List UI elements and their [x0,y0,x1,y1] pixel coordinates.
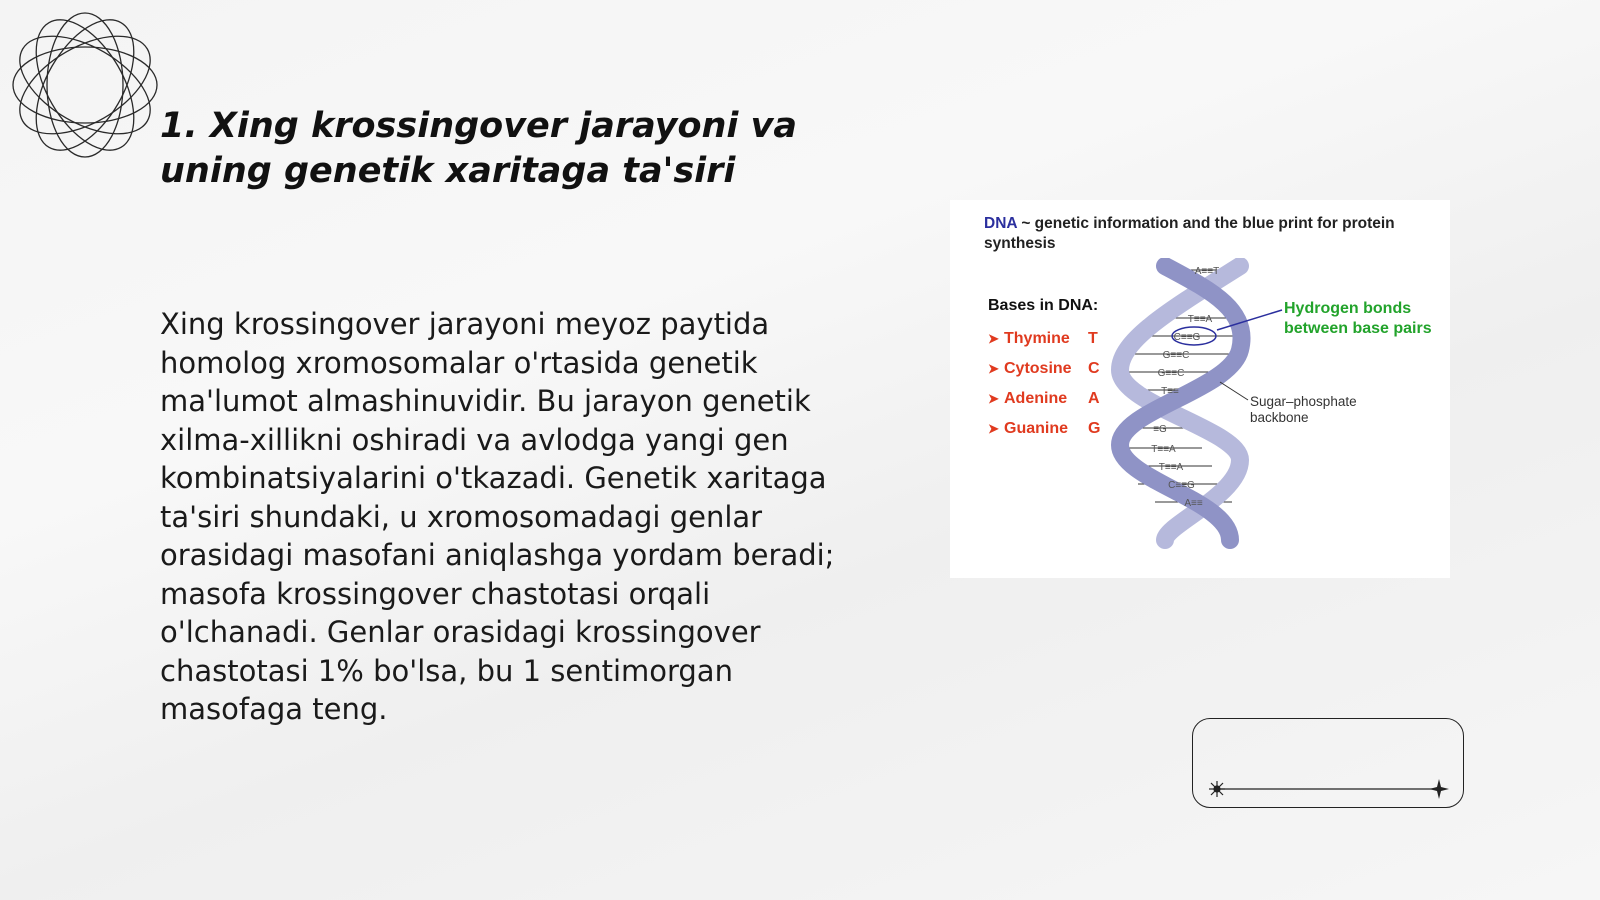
base-pair-label: T≡≡ [1161,386,1179,397]
figure-caption [984,214,1424,254]
base-pair-label: T≡≡A [1151,444,1176,455]
base-name: Guanine [1004,420,1069,437]
backbone-label: Sugar–phosphate backbone [1250,394,1357,425]
base-name: Cytosine [1004,360,1072,377]
bases-heading: Bases in DNA: [988,297,1099,314]
list-item [988,414,1100,444]
caption-text: ~ genetic information and the blue print for protein synthesis [984,215,1395,252]
base-pair-label: A≡≡ [1184,498,1203,509]
base-pair-label: C≡≡G [1168,480,1195,491]
slide-title: 1. Xing krossingover jarayoni va uning genetik xaritaga ta'siri [160,106,798,191]
timeline-widget [1192,718,1464,808]
base-pair-label: G≡≡C [1162,350,1190,361]
slide-body-text: Xing krossingover jarayoni meyoz paytida homolog xromosomalar o'rtasida genetik ma'lumot almashinuvidir. Bu jarayon genetik xilma-xillikni oshiradi va avlodga yangi gen kombinatsiyalarini o'tkazadi. Genetik xaritaga ta'siri shundaki, u xromosomadagi genlar orasidagi masofani aniqlashga yordam beradi; masofa krossingover chastotasi orqali o'lchanadi. Genlar orasidagi krossingover chastotasi 1% bo'lsa, bu 1 sentimorgan masofaga teng. [160,307,835,726]
arrow-bullet-icon: ➤ [988,391,999,406]
arrow-bullet-icon: ➤ [988,421,999,436]
arrow-bullet-icon: ➤ [988,331,999,346]
base-letter: C [1088,360,1100,377]
base-pair-label: T≡≡A [1158,462,1184,473]
base-pair-label: C≡≡G [1173,332,1201,343]
sun-burst-icon [1209,781,1225,797]
arrow-bullet-icon: ➤ [988,361,999,376]
base-letter: G [1088,420,1101,437]
base-letter: A [1088,390,1100,407]
base-pair-label: A≡≡T [1194,266,1220,277]
decorative-rings-icon [10,10,160,160]
base-pair-label: G≡≡C [1157,368,1185,379]
base-pair-label: T≡≡A [1187,314,1213,325]
base-letter: T [1088,330,1098,347]
dna-figure [950,200,1450,578]
list-item [988,324,1100,354]
sparkle-star-icon [1429,779,1449,799]
hydrogen-bonds-label: Hydrogen bonds between base pairs [1284,300,1432,337]
base-name: Thymine [1004,330,1070,347]
timeline-line [1193,719,1465,809]
base-pair-label: ≡G [1153,424,1167,435]
list-item [988,384,1100,414]
base-list [988,324,1100,444]
list-item [988,354,1100,384]
backbone-pointer [1220,382,1248,400]
base-name: Adenine [1004,390,1068,407]
caption-keyword: DNA [984,215,1018,232]
